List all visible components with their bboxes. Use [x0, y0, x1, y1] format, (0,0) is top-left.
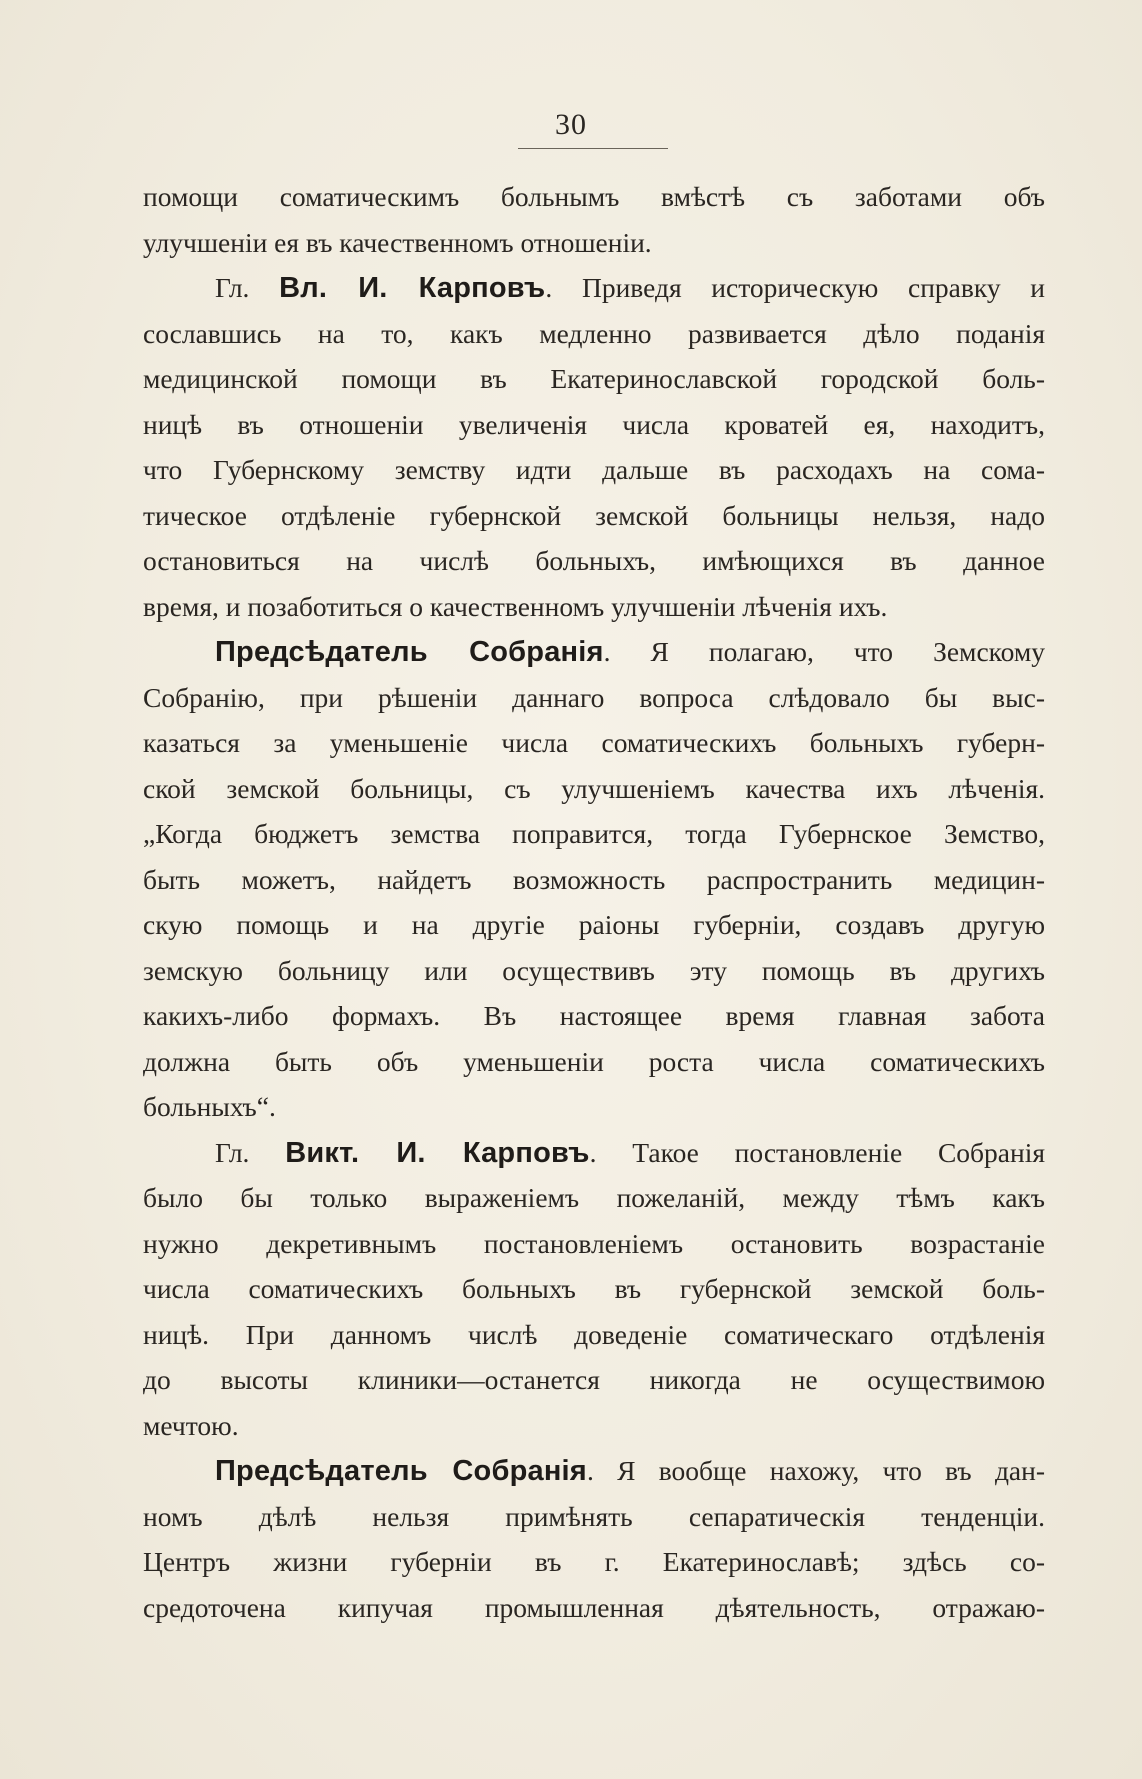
line-text: . Я полагаю, что Земскому: [603, 636, 1045, 667]
text-line: [143, 1448, 1045, 1494]
text-line: [143, 1221, 1045, 1267]
text-line: [143, 1494, 1045, 1540]
line-text: тическое отдѣленіе губернской земской больницы нельзя, надо: [143, 499, 1045, 531]
text-line: [143, 1312, 1045, 1358]
page-number: 30: [555, 108, 587, 141]
text-line: [143, 1585, 1045, 1631]
text-line: [143, 675, 1045, 721]
text-line: [143, 356, 1045, 402]
line-text: . Я вообще нахожу, что въ дан-: [586, 1455, 1045, 1486]
speaker-name: Предсѣдатель Собранія: [215, 1455, 587, 1487]
page-number-rule: [518, 148, 668, 149]
text-line: [143, 1357, 1045, 1403]
text-line: [143, 311, 1045, 357]
line-text: „Когда бюджетъ земства поправится, тогда Губернское Земство,: [143, 818, 1045, 849]
speaker-name: Викт. И. Карповъ: [285, 1136, 590, 1169]
line-text: больныхъ“.: [143, 1091, 276, 1122]
line-text: помощи соматическимъ больнымъ вмѣстѣ съ заботами объ: [143, 181, 1045, 212]
line-text: Центръ жизни губерніи въ г. Екатеринославѣ; здѣсь со-: [143, 1546, 1045, 1577]
text-line: [143, 493, 1045, 539]
text-line: [143, 584, 1045, 630]
body-text: [143, 174, 1045, 1630]
line-text: медицинской помощи въ Екатеринославской городской боль-: [143, 363, 1045, 394]
line-text: средоточена кипучая промышленная дѣятельность, отражаю-: [143, 1591, 1045, 1623]
line-text: Собранію, при рѣшеніи даннаго вопроса слѣдовало бы выс-: [143, 681, 1045, 713]
text-line: [143, 402, 1045, 448]
text-line: [143, 1175, 1045, 1221]
line-text: какихъ-либо формахъ. Въ настоящее время главная забота: [143, 1000, 1045, 1031]
text-line: [143, 720, 1045, 766]
text-line: [143, 1539, 1045, 1585]
speaker-title: Гл.: [215, 272, 280, 303]
line-text: нужно декретивнымъ постановленіемъ остановить возрастаніе: [143, 1227, 1045, 1259]
line-text: числа соматическихъ больныхъ въ губернской земской боль-: [143, 1273, 1045, 1304]
speaker-name: Предсѣдатель Собранія: [215, 636, 604, 668]
text-line: [143, 857, 1045, 903]
speaker-name: Вл. И. Карповъ: [279, 272, 546, 304]
line-text: номъ дѣлѣ нельзя примѣнять сепаратическія тенденціи.: [143, 1500, 1045, 1532]
line-text: время, и позаботиться о качественномъ улучшеніи лѣченія ихъ.: [143, 590, 888, 622]
line-text: должна быть объ уменьшеніи роста числа соматическихъ: [143, 1045, 1045, 1077]
paragraph: [143, 629, 1045, 1130]
text-line: [143, 1130, 1045, 1176]
text-line: [143, 993, 1045, 1039]
line-text: остановиться на числѣ больныхъ, имѣющихся въ данное: [143, 545, 1045, 576]
line-text: сославшись на то, какъ медленно развивается дѣло поданія: [143, 317, 1045, 349]
line-text: ницѣ въ отношеніи увеличенія числа кроватей ея, находитъ,: [143, 408, 1045, 440]
line-text: было бы только выраженіемъ пожеланій, между тѣмъ какъ: [143, 1182, 1045, 1213]
line-text: казаться за уменьшеніе числа соматическихъ больныхъ губерн-: [143, 727, 1045, 758]
line-text: ской земской больницы, съ улучшеніемъ качества ихъ лѣченія.: [143, 772, 1045, 804]
text-line: [143, 1266, 1045, 1312]
line-text: . Такое постановленіе Собранія: [589, 1136, 1045, 1168]
text-line: [143, 902, 1045, 948]
paragraph: [143, 174, 1045, 265]
line-text: улучшеніи ея въ качественномъ отношеніи.: [143, 226, 652, 258]
text-line: [143, 948, 1045, 994]
text-line: [143, 174, 1045, 220]
paragraph: [143, 1448, 1045, 1630]
paragraph: [143, 1130, 1045, 1449]
text-line: [143, 265, 1045, 311]
text-line: [143, 1039, 1045, 1085]
text-line: [143, 538, 1045, 584]
line-text: мечтою.: [143, 1409, 239, 1441]
text-line: [143, 766, 1045, 812]
line-text: что Губернскому земству идти дальше въ расходахъ на сома-: [143, 454, 1045, 485]
text-line: [143, 629, 1045, 675]
line-text: до высоты клиники—останется никогда не осуществимою: [143, 1364, 1045, 1395]
text-line: [143, 447, 1045, 493]
paragraph: [143, 265, 1045, 629]
text-line: [143, 220, 1045, 266]
line-text: . Приведя историческую справку и: [545, 272, 1045, 303]
line-text: земскую больницу или осуществивъ эту помощь въ другихъ: [143, 954, 1045, 986]
line-text: скую помощь и на другіе раіоны губерніи, создавъ другую: [143, 909, 1045, 940]
line-text: ницѣ. При данномъ числѣ доведеніе соматическаго отдѣленія: [143, 1318, 1045, 1350]
text-line: [143, 1403, 1045, 1449]
text-line: [143, 811, 1045, 857]
line-text: быть можетъ, найдетъ возможность распространить медицин-: [143, 863, 1045, 895]
text-line: [143, 1084, 1045, 1130]
speaker-title: Гл.: [215, 1136, 286, 1168]
